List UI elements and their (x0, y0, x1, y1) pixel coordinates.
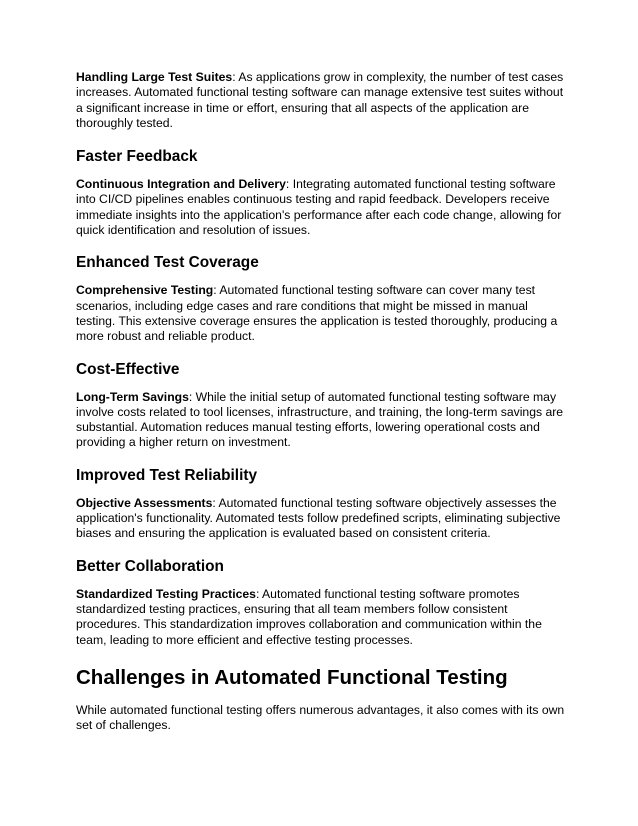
challenges-heading: Challenges in Automated Functional Testing (76, 665, 508, 689)
document-page (76, 70, 566, 733)
section-term: Standardized Testing Practices (76, 586, 256, 601)
section-text: : Automated functional testing software objectively assesses the application's functionality. Automated tests follow predefined scripts, eliminating subjective biases and ensuring the application is evaluated based on consistent criteria. (76, 495, 561, 541)
section-term: Long-Term Savings (76, 389, 189, 404)
intro-text: : As applications grow in complexity, the number of test cases increases. Automated functional testing software can manage extensive test suites without a significant increase in time or effort, ensuring that all aspects of the application are thoroughly tested. (76, 70, 564, 130)
section-paragraph-improved-test-reliability (76, 496, 566, 542)
intro-term: Handling Large Test Suites (76, 70, 233, 84)
section-text: : Automated functional testing software promotes standardized testing practices, ensuring that all team members follow consistent procedures. This standardization improves collaboration and communication within the team, leading to more efficient and effective testing processes. (76, 586, 542, 647)
section-term: Objective Assessments (76, 495, 213, 510)
section-paragraph-faster-feedback (76, 177, 566, 238)
section-heading-enhanced-test-coverage: Enhanced Test Coverage (76, 254, 259, 272)
section-paragraph-cost-effective (76, 390, 566, 451)
section-paragraph-enhanced-test-coverage (76, 283, 566, 344)
section-text: : Integrating automated functional testing software into CI/CD pipelines enables continuous testing and rapid feedback. Developers receive immediate insights into the application's performance after each code change, allowing for quick identification and resolution of issues. (76, 177, 562, 238)
section-text: : While the initial setup of automated functional testing software may involve costs related to tool licenses, infrastructure, and training, the long-term savings are substantial. Automation reduces manual testing efforts, lowering operational costs and providing a higher return on investment. (76, 389, 564, 450)
challenges-paragraph: While automated functional testing offers numerous advantages, it also comes with its own set of challenges. (76, 702, 565, 733)
section-heading-faster-feedback: Faster Feedback (76, 148, 198, 166)
section-term: Continuous Integration and Delivery (76, 177, 286, 192)
section-text: : Automated functional testing software can cover many test scenarios, including edge cases and rare conditions that might be missed in manual testing. This extensive coverage ensures the application is tested thoroughly, producing a more robust and reliable product. (76, 283, 558, 344)
section-heading-better-collaboration: Better Collaboration (76, 557, 224, 575)
intro-paragraph (76, 70, 566, 131)
section-paragraph-better-collaboration (76, 587, 566, 648)
section-heading-improved-test-reliability: Improved Test Reliability (76, 466, 258, 484)
section-heading-cost-effective: Cost-Effective (76, 360, 180, 378)
section-term: Comprehensive Testing (76, 283, 214, 298)
